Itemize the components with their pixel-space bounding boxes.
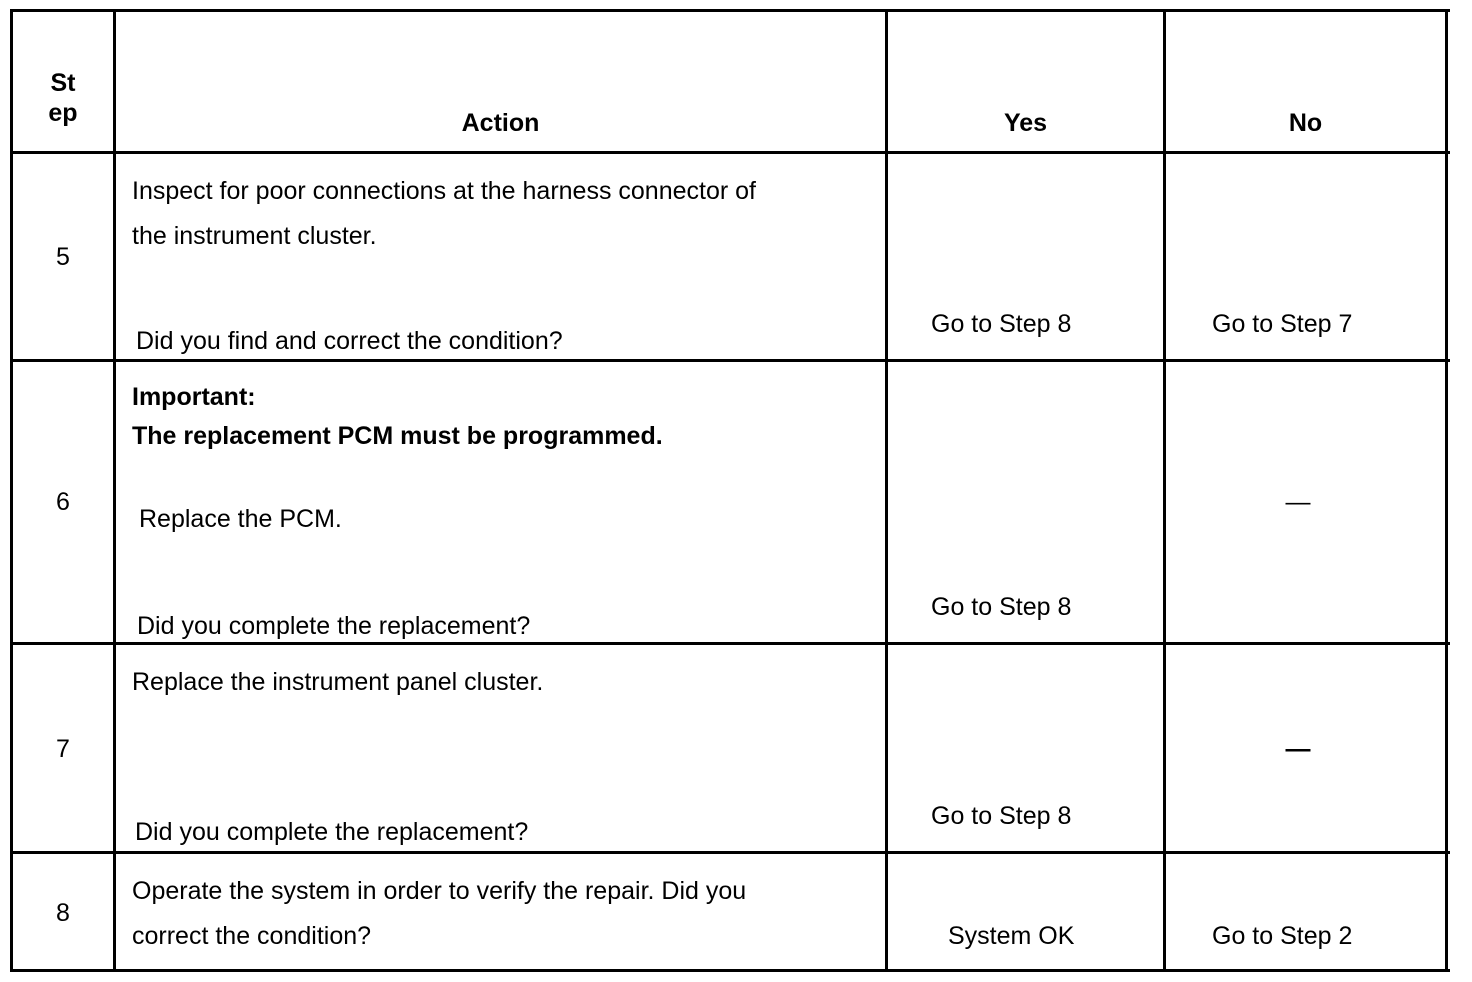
row-divider: [10, 642, 1450, 645]
row-divider: [10, 851, 1450, 854]
yes-result: Go to Step 8: [931, 802, 1072, 830]
header-yes: Yes: [1003, 109, 1048, 137]
action-text: the instrument cluster.: [132, 222, 377, 250]
step-number: 8: [56, 899, 70, 927]
important-label: Important:: [132, 383, 256, 411]
yes-result: Go to Step 8: [931, 310, 1072, 338]
step-number: 7: [56, 735, 70, 763]
yes-result: Go to Step 8: [931, 593, 1072, 621]
header-no: No: [1288, 109, 1323, 137]
action-text: Replace the PCM.: [139, 505, 342, 533]
yes-result: System OK: [948, 922, 1075, 950]
no-result: Go to Step 2: [1212, 922, 1353, 950]
action-question: Did you find and correct the condition?: [136, 327, 563, 355]
no-result: —: [1285, 488, 1311, 516]
table-border-right: [1445, 9, 1448, 972]
step-number: 5: [56, 243, 70, 271]
header-step-line1: St: [50, 69, 76, 97]
action-text: Operate the system in order to verify the repair. Did you: [132, 877, 747, 905]
important-text: The replacement PCM must be programmed.: [132, 422, 663, 450]
step-number: 6: [56, 488, 70, 516]
no-result: Go to Step 7: [1212, 310, 1353, 338]
action-question: Did you complete the replacement?: [135, 818, 529, 846]
row-divider: [10, 359, 1450, 362]
action-text: Replace the instrument panel cluster.: [132, 668, 544, 696]
action-text: Inspect for poor connections at the harness connector of: [132, 177, 756, 205]
table-border-bottom: [10, 969, 1450, 972]
header-step-line2: ep: [48, 99, 78, 127]
column-divider: [113, 9, 116, 972]
action-question: Did you complete the replacement?: [137, 612, 531, 640]
column-divider: [885, 9, 888, 972]
header-action: Action: [461, 109, 540, 137]
header-step: [13, 68, 113, 128]
no-result: —: [1285, 735, 1311, 763]
action-text: correct the condition?: [132, 922, 372, 950]
header-divider: [10, 151, 1450, 154]
table-border-top: [10, 9, 1450, 12]
